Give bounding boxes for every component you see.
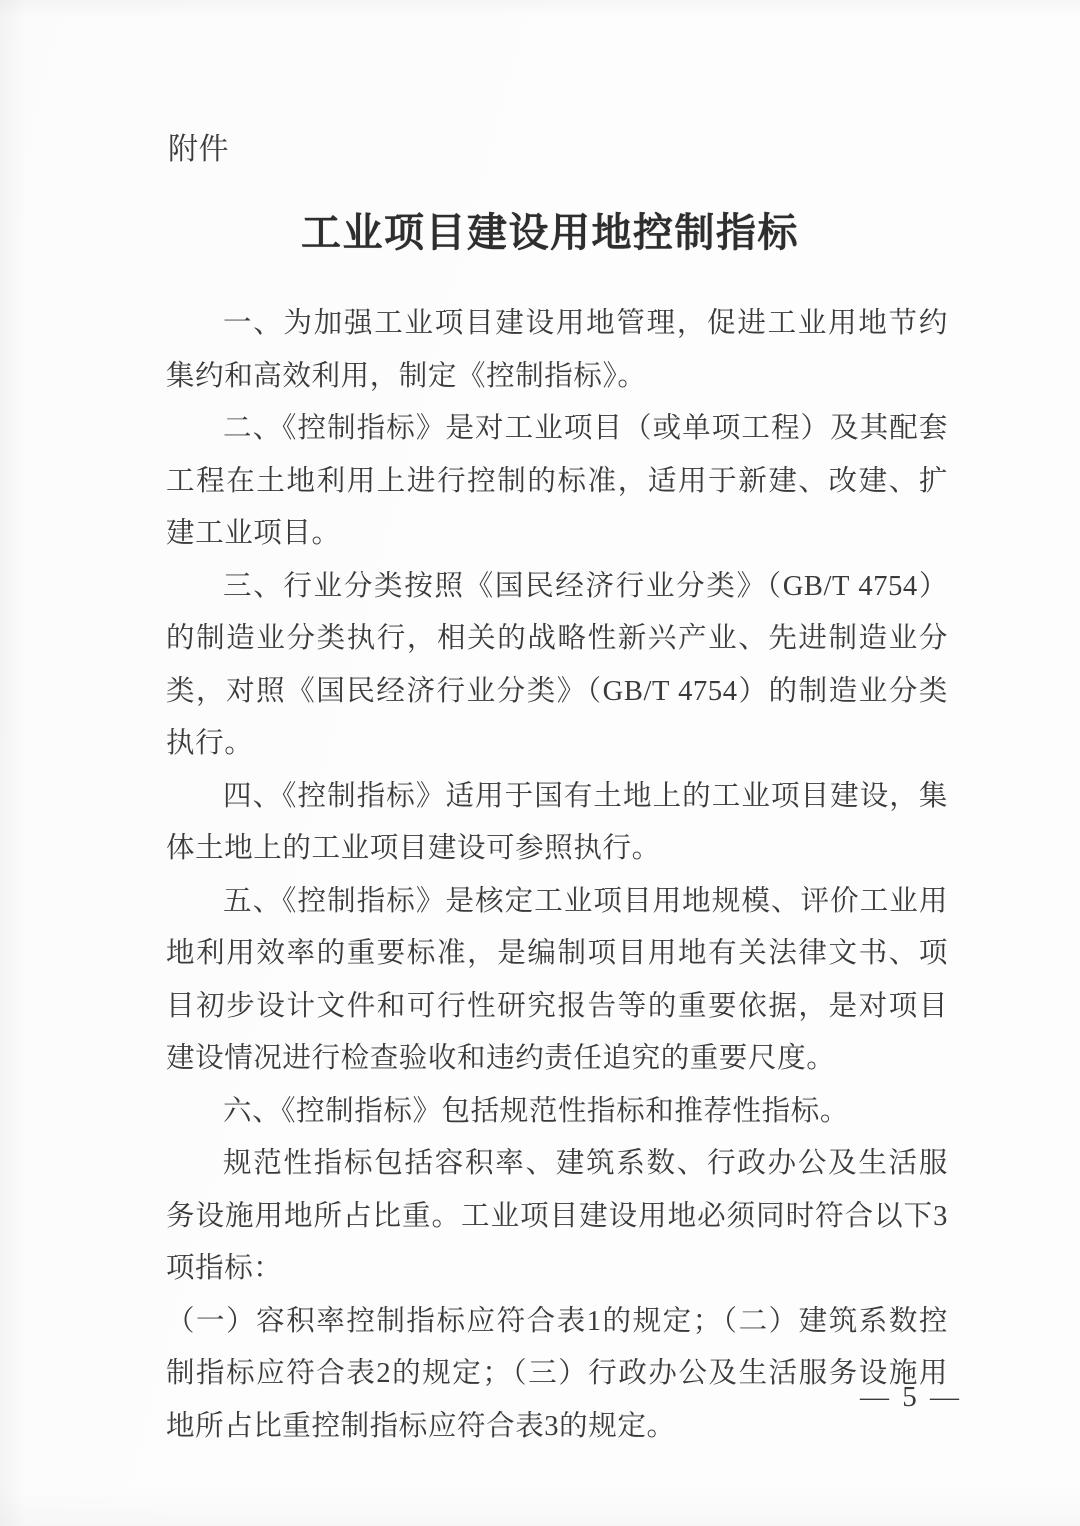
page-number: — 5 — [860, 1381, 962, 1413]
paragraph-article-1: 一、为加强工业项目建设用地管理，促进工业用地节约集约和高效利用，制定《控制指标》。 [166, 308, 948, 392]
paragraph-article-2: 二、《控制指标》是对工业项目（或单项工程）及其配套工程在土地利用上进行控制的标准，适用于新建、改建、扩建工业项目。 [166, 413, 948, 549]
paragraph-article-4: 四、《控制指标》适用于国有土地上的工业项目建设，集体土地上的工业项目建设可参照执行。 [166, 780, 948, 864]
paragraph-article-3: 三、行业分类按照《国民经济行业分类》（GB/T 4754）的制造业分类执行，相关的战略性新兴产业、先进制造业分类，对照《国民经济行业分类》（GB/T 4754）的制造业分类执行。 [166, 570, 948, 759]
paragraph-article-5: 五、《控制指标》是核定工业项目用地规模、评价工业用地利用效率的重要标准，是编制项目用地有关法律文书、项目初步设计文件和可行性研究报告等的重要依据，是对项目建设情况进行检查验收和违约责任追究的重要尺度。 [166, 885, 948, 1074]
paragraph-article-6-detail: 规范性指标包括容积率、建筑系数、行政办公及生活服务设施用地所占比重。工业项目建设用地必须同时符合以下3项指标： [166, 1148, 948, 1284]
document-body [166, 298, 948, 1453]
attachment-label: 附件 [168, 133, 229, 166]
paragraph-article-6: 六、《控制指标》包括规范性指标和推荐性指标。 [223, 1095, 849, 1127]
document-content [166, 132, 948, 1453]
scan-edge-shading-top [0, 0, 1080, 18]
page-title: 工业项目建设用地控制指标 [301, 210, 799, 255]
scan-edge-shading-left [0, 0, 26, 1526]
scan-edge-shading-bottom [0, 1486, 1080, 1526]
paragraph-article-6-items: （一）容积率控制指标应符合表1的规定；（二）建筑系数控制指标应符合表2的规定；（三）行政办公及生活服务设施用地所占比重控制指标应符合表3的规定。 [166, 1305, 948, 1442]
